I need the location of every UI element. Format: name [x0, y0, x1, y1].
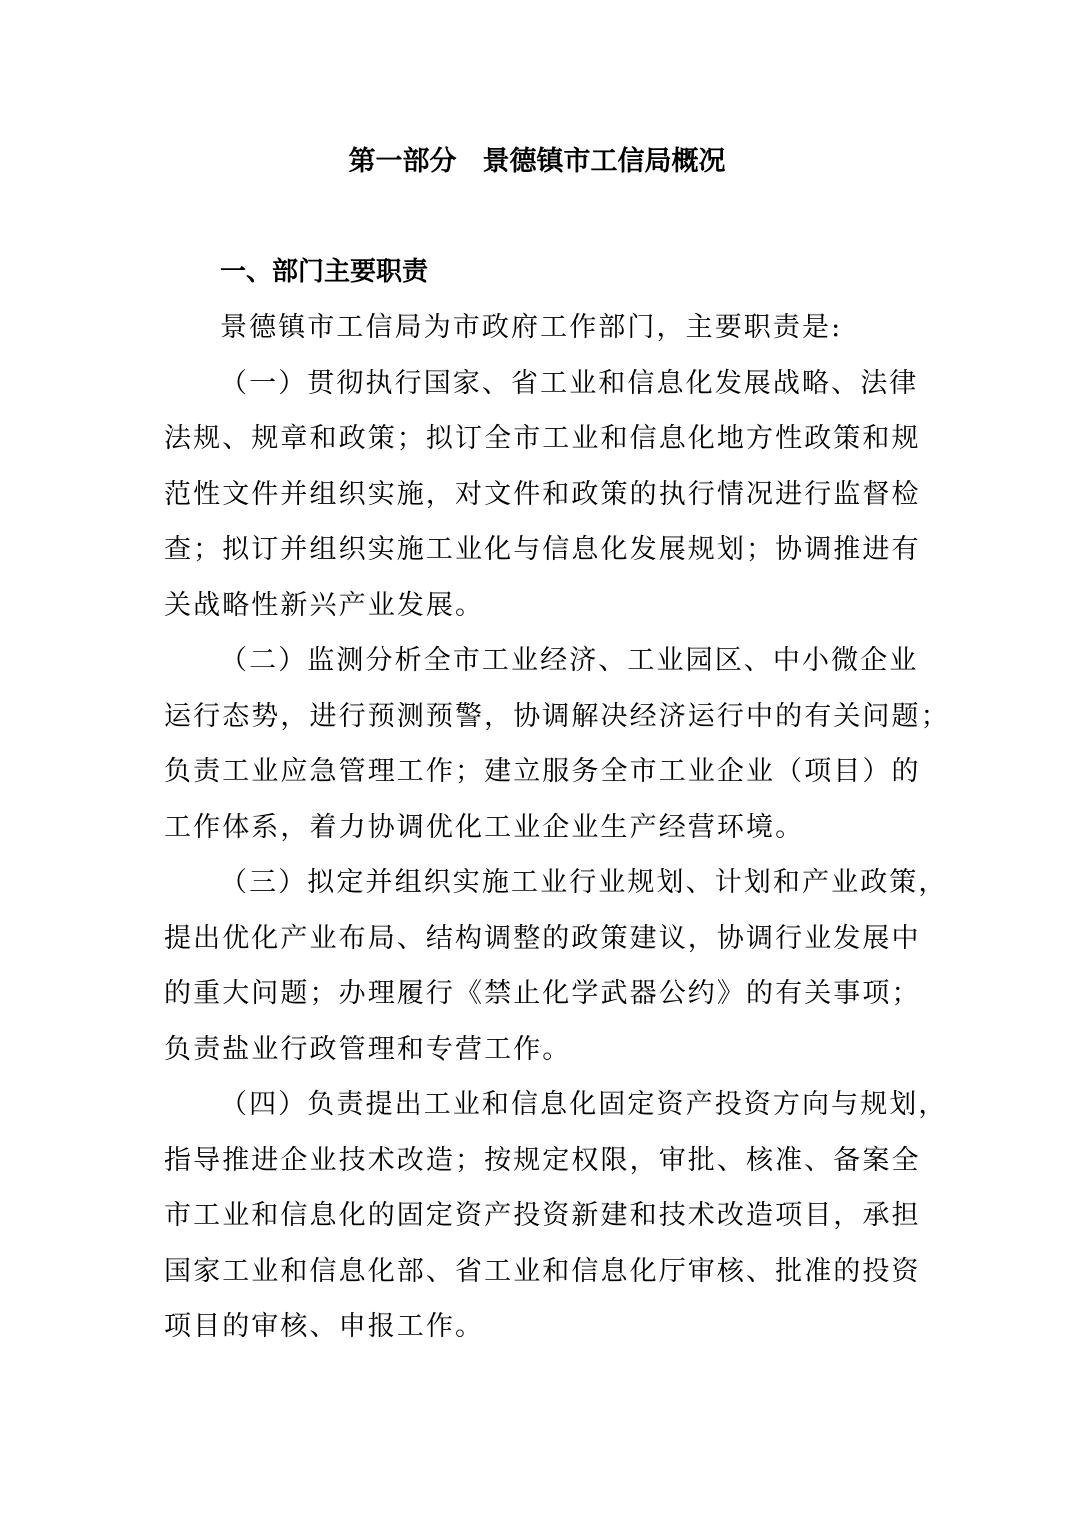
text-line: 负责盐业行政管理和专营工作。	[164, 1033, 572, 1065]
paragraph-duty-4	[164, 1077, 948, 1355]
paragraph-duty-2	[164, 633, 950, 855]
paragraph-duty-1	[164, 356, 921, 634]
title-name: 景德镇市工信局概况	[482, 146, 726, 177]
section-heading: 一、部门主要职责	[220, 257, 429, 287]
text-line: 查；拟订并组织实施工业化与信息化发展规划；协调推进有	[164, 534, 921, 565]
text-line: （四）负责提出工业和信息化固定资产投资方向与规划，	[220, 1089, 948, 1120]
text-line: 法规、规章和政策；拟订全市工业和信息化地方性政策和规	[164, 423, 921, 454]
text-line: 工作体系，着力协调优化工业企业生产经营环境。	[164, 811, 805, 843]
text-line: 景德镇市工信局为市政府工作部门，主要职责是:	[220, 312, 843, 343]
title-part: 第一部分	[348, 146, 457, 177]
text-line: 的重大问题；办理履行《禁止化学武器公约》的有关事项；	[164, 978, 921, 1009]
document-body	[164, 300, 950, 1355]
page-title	[0, 140, 1074, 184]
text-line: 指导推进企业技术改造；按规定权限，审批、核准、备案全	[164, 1144, 921, 1176]
text-line: 国家工业和信息化部、省工业和信息化厅审核、批准的投资	[164, 1255, 921, 1287]
text-line: 关战略性新兴产业发展。	[164, 589, 485, 621]
text-line: （一）贯彻执行国家、省工业和信息化发展战略、法律	[220, 367, 919, 399]
text-line: 市工业和信息化的固定资产投资新建和技术改造项目，承担	[164, 1200, 921, 1231]
text-line: 提出优化产业布局、结构调整的政策建议，协调行业发展中	[164, 922, 921, 954]
text-line: 项目的审核、申报工作。	[164, 1311, 485, 1342]
paragraph-intro	[164, 300, 916, 356]
text-line: （三）拟定并组织实施工业行业规划、计划和产业政策，	[220, 867, 948, 898]
text-line: 运行态势，进行预测预警，协调解决经济运行中的有关问题；	[164, 700, 950, 732]
paragraph-duty-3	[164, 855, 948, 1077]
text-line: 负责工业应急管理工作；建立服务全市工业企业（项目）的	[164, 756, 921, 787]
text-line: （二）监测分析全市工业经济、工业园区、中小微企业	[220, 645, 919, 676]
text-line: 范性文件并组织实施，对文件和政策的执行情况进行监督检	[164, 478, 921, 510]
